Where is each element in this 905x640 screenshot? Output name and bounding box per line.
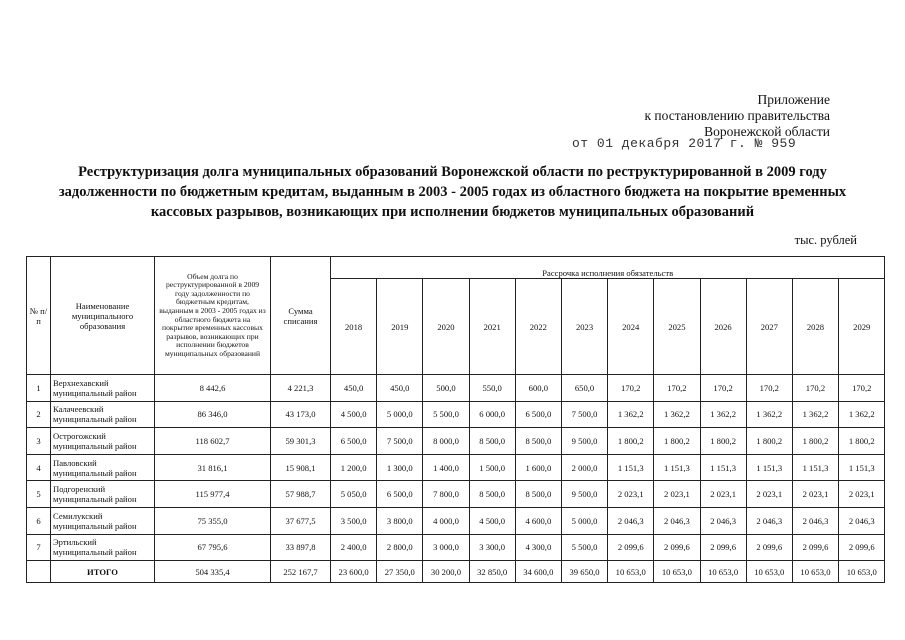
total-installment-2025: 10 653,0 xyxy=(654,561,700,583)
installment-2019: 7 500,0 xyxy=(377,428,423,455)
header-year-2028: 2028 xyxy=(792,279,838,375)
installment-2020: 500,0 xyxy=(423,375,469,402)
appendix-line-3: Воронежской области xyxy=(704,124,830,139)
installment-2026: 2 046,3 xyxy=(700,507,746,534)
appendix-block xyxy=(644,92,830,140)
row-number: 1 xyxy=(27,375,51,402)
row-number: 2 xyxy=(27,401,51,428)
appendix-line-2: к постановлению правительства xyxy=(644,108,830,123)
header-year-2025: 2025 xyxy=(654,279,700,375)
installment-2019: 1 300,0 xyxy=(377,454,423,481)
header-year-2020: 2020 xyxy=(423,279,469,375)
installment-2029: 1 800,2 xyxy=(839,428,885,455)
installment-2025: 1 362,2 xyxy=(654,401,700,428)
installment-2021: 1 500,0 xyxy=(469,454,515,481)
row-number: 3 xyxy=(27,428,51,455)
debt-amount: 31 816,1 xyxy=(155,454,271,481)
header-year-2021: 2021 xyxy=(469,279,515,375)
installment-2028: 1 800,2 xyxy=(792,428,838,455)
total-installment-2018: 23 600,0 xyxy=(331,561,377,583)
header-year-2019: 2019 xyxy=(377,279,423,375)
installment-2018: 5 050,0 xyxy=(331,481,377,508)
municipality-name: Верхнехавский муниципальный район xyxy=(51,375,155,402)
total-label: ИТОГО xyxy=(51,561,155,583)
table-row xyxy=(27,454,885,481)
installment-2028: 1 362,2 xyxy=(792,401,838,428)
installment-2028: 1 151,3 xyxy=(792,454,838,481)
total-number-cell xyxy=(27,561,51,583)
debt-amount: 118 602,7 xyxy=(155,428,271,455)
units-label: тыс. рублей xyxy=(794,233,857,247)
installment-2028: 170,2 xyxy=(792,375,838,402)
installment-2022: 4 300,0 xyxy=(515,534,561,561)
installment-2020: 8 000,0 xyxy=(423,428,469,455)
installment-2027: 1 362,2 xyxy=(746,401,792,428)
installment-2023: 9 500,0 xyxy=(561,428,607,455)
header-year-2029: 2029 xyxy=(839,279,885,375)
installment-2021: 6 000,0 xyxy=(469,401,515,428)
table-row xyxy=(27,534,885,561)
debt-amount: 115 977,4 xyxy=(155,481,271,508)
installment-2024: 2 046,3 xyxy=(608,507,654,534)
installment-2020: 7 800,0 xyxy=(423,481,469,508)
installment-2027: 1 151,3 xyxy=(746,454,792,481)
installment-2027: 170,2 xyxy=(746,375,792,402)
installment-2024: 170,2 xyxy=(608,375,654,402)
header-schedule: Рассрочка исполнения обязательств xyxy=(331,257,885,279)
table-row xyxy=(27,481,885,508)
installment-2023: 9 500,0 xyxy=(561,481,607,508)
installment-2026: 1 800,2 xyxy=(700,428,746,455)
installment-2019: 6 500,0 xyxy=(377,481,423,508)
table-row xyxy=(27,428,885,455)
title-line-3: кассовых разрывов, возникающих при исполнении бюджетов муниципальных образований xyxy=(150,204,755,220)
installment-2022: 6 500,0 xyxy=(515,401,561,428)
total-writeoff: 252 167,7 xyxy=(271,561,331,583)
installment-2026: 1 362,2 xyxy=(700,401,746,428)
total-installment-2020: 30 200,0 xyxy=(423,561,469,583)
installment-2022: 1 600,0 xyxy=(515,454,561,481)
writeoff-amount: 37 677,5 xyxy=(271,507,331,534)
installment-2019: 5 000,0 xyxy=(377,401,423,428)
installment-2026: 1 151,3 xyxy=(700,454,746,481)
installment-2028: 2 099,6 xyxy=(792,534,838,561)
installment-2019: 3 800,0 xyxy=(377,507,423,534)
total-installment-2026: 10 653,0 xyxy=(700,561,746,583)
header-debt: Объем долга по реструктурированной в 2009 году задолженности по бюджетным кредитам, выданным в 2003 - 2005 годах из областного бюджета на покрытие временных кассовых разрывов, возникающих при исполнении бюджетов муниципальных образований xyxy=(155,257,271,375)
header-year-2022: 2022 xyxy=(515,279,561,375)
installment-2026: 2 023,1 xyxy=(700,481,746,508)
writeoff-amount: 33 897,8 xyxy=(271,534,331,561)
installment-2018: 1 200,0 xyxy=(331,454,377,481)
municipality-name: Эртильский муниципальный район xyxy=(51,534,155,561)
installment-2020: 5 500,0 xyxy=(423,401,469,428)
installment-2029: 2 046,3 xyxy=(839,507,885,534)
debt-amount: 8 442,6 xyxy=(155,375,271,402)
table-body xyxy=(27,375,885,583)
total-installment-2022: 34 600,0 xyxy=(515,561,561,583)
installment-2024: 1 151,3 xyxy=(608,454,654,481)
row-number: 7 xyxy=(27,534,51,561)
installment-2025: 1 151,3 xyxy=(654,454,700,481)
installment-2018: 6 500,0 xyxy=(331,428,377,455)
installment-2024: 2 023,1 xyxy=(608,481,654,508)
installment-2022: 8 500,0 xyxy=(515,428,561,455)
installment-2029: 1 362,2 xyxy=(839,401,885,428)
municipality-name: Подгоренский муниципальный район xyxy=(51,481,155,508)
installment-2025: 1 800,2 xyxy=(654,428,700,455)
total-installment-2029: 10 653,0 xyxy=(839,561,885,583)
installment-2021: 8 500,0 xyxy=(469,481,515,508)
table-row xyxy=(27,375,885,402)
title-line-2: задолженности по бюджетным кредитам, выданным в 2003 - 2005 годах из областного бюджета на покрытие временных xyxy=(58,184,847,200)
writeoff-amount: 15 908,1 xyxy=(271,454,331,481)
header-writeoff: Сумма списания xyxy=(271,257,331,375)
municipality-name: Калачеевский муниципальный район xyxy=(51,401,155,428)
total-installment-2028: 10 653,0 xyxy=(792,561,838,583)
installment-2023: 7 500,0 xyxy=(561,401,607,428)
installment-2026: 170,2 xyxy=(700,375,746,402)
installment-2020: 4 000,0 xyxy=(423,507,469,534)
total-installment-2027: 10 653,0 xyxy=(746,561,792,583)
installment-2027: 2 046,3 xyxy=(746,507,792,534)
installment-2025: 2 046,3 xyxy=(654,507,700,534)
header-name: Наименование муниципального образования xyxy=(51,257,155,375)
writeoff-amount: 57 988,7 xyxy=(271,481,331,508)
installment-2019: 2 800,0 xyxy=(377,534,423,561)
total-installment-2021: 32 850,0 xyxy=(469,561,515,583)
installment-2018: 4 500,0 xyxy=(331,401,377,428)
installment-2025: 170,2 xyxy=(654,375,700,402)
installment-2022: 600,0 xyxy=(515,375,561,402)
table-row xyxy=(27,401,885,428)
installment-2022: 8 500,0 xyxy=(515,481,561,508)
installment-2018: 2 400,0 xyxy=(331,534,377,561)
debt-amount: 67 795,6 xyxy=(155,534,271,561)
installment-2029: 1 151,3 xyxy=(839,454,885,481)
total-row xyxy=(27,561,885,583)
installment-2028: 2 046,3 xyxy=(792,507,838,534)
installment-2024: 1 800,2 xyxy=(608,428,654,455)
installment-2023: 5 500,0 xyxy=(561,534,607,561)
installment-2023: 2 000,0 xyxy=(561,454,607,481)
installment-2020: 3 000,0 xyxy=(423,534,469,561)
total-installment-2024: 10 653,0 xyxy=(608,561,654,583)
installment-2022: 4 600,0 xyxy=(515,507,561,534)
installment-2023: 5 000,0 xyxy=(561,507,607,534)
total-debt: 504 335,4 xyxy=(155,561,271,583)
table-row xyxy=(27,507,885,534)
installment-2023: 650,0 xyxy=(561,375,607,402)
installment-2028: 2 023,1 xyxy=(792,481,838,508)
document-date-stamp: от 01 декабря 2017 г. № 959 xyxy=(572,136,797,151)
row-number: 5 xyxy=(27,481,51,508)
installment-2019: 450,0 xyxy=(377,375,423,402)
municipality-name: Семилукский муниципальный район xyxy=(51,507,155,534)
installment-2027: 1 800,2 xyxy=(746,428,792,455)
header-year-2024: 2024 xyxy=(608,279,654,375)
row-number: 6 xyxy=(27,507,51,534)
installment-2021: 4 500,0 xyxy=(469,507,515,534)
installment-2018: 450,0 xyxy=(331,375,377,402)
writeoff-amount: 43 173,0 xyxy=(271,401,331,428)
installment-2027: 2 099,6 xyxy=(746,534,792,561)
installment-2029: 2 099,6 xyxy=(839,534,885,561)
municipality-name: Павловский муниципальный район xyxy=(51,454,155,481)
header-year-2026: 2026 xyxy=(700,279,746,375)
installment-2025: 2 099,6 xyxy=(654,534,700,561)
debt-amount: 75 355,0 xyxy=(155,507,271,534)
installment-2025: 2 023,1 xyxy=(654,481,700,508)
installment-2029: 2 023,1 xyxy=(839,481,885,508)
total-installment-2023: 39 650,0 xyxy=(561,561,607,583)
header-year-2023: 2023 xyxy=(561,279,607,375)
installment-2021: 550,0 xyxy=(469,375,515,402)
installment-2018: 3 500,0 xyxy=(331,507,377,534)
debt-table xyxy=(26,256,885,583)
title-line-1: Реструктуризация долга муниципальных образований Воронежской области по реструктурированной в 2009 году xyxy=(78,164,827,180)
installment-2021: 8 500,0 xyxy=(469,428,515,455)
header-year-2027: 2027 xyxy=(746,279,792,375)
installment-2021: 3 300,0 xyxy=(469,534,515,561)
header-number: № п/п xyxy=(27,257,51,375)
installment-2027: 2 023,1 xyxy=(746,481,792,508)
installment-2024: 1 362,2 xyxy=(608,401,654,428)
installment-2020: 1 400,0 xyxy=(423,454,469,481)
writeoff-amount: 59 301,3 xyxy=(271,428,331,455)
document-title xyxy=(0,162,905,222)
installment-2029: 170,2 xyxy=(839,375,885,402)
installment-2026: 2 099,6 xyxy=(700,534,746,561)
row-number: 4 xyxy=(27,454,51,481)
debt-amount: 86 346,0 xyxy=(155,401,271,428)
municipality-name: Острогожский муниципальный район xyxy=(51,428,155,455)
writeoff-amount: 4 221,3 xyxy=(271,375,331,402)
total-installment-2019: 27 350,0 xyxy=(377,561,423,583)
installment-2024: 2 099,6 xyxy=(608,534,654,561)
appendix-line-1: Приложение xyxy=(757,92,830,107)
header-year-2018: 2018 xyxy=(331,279,377,375)
